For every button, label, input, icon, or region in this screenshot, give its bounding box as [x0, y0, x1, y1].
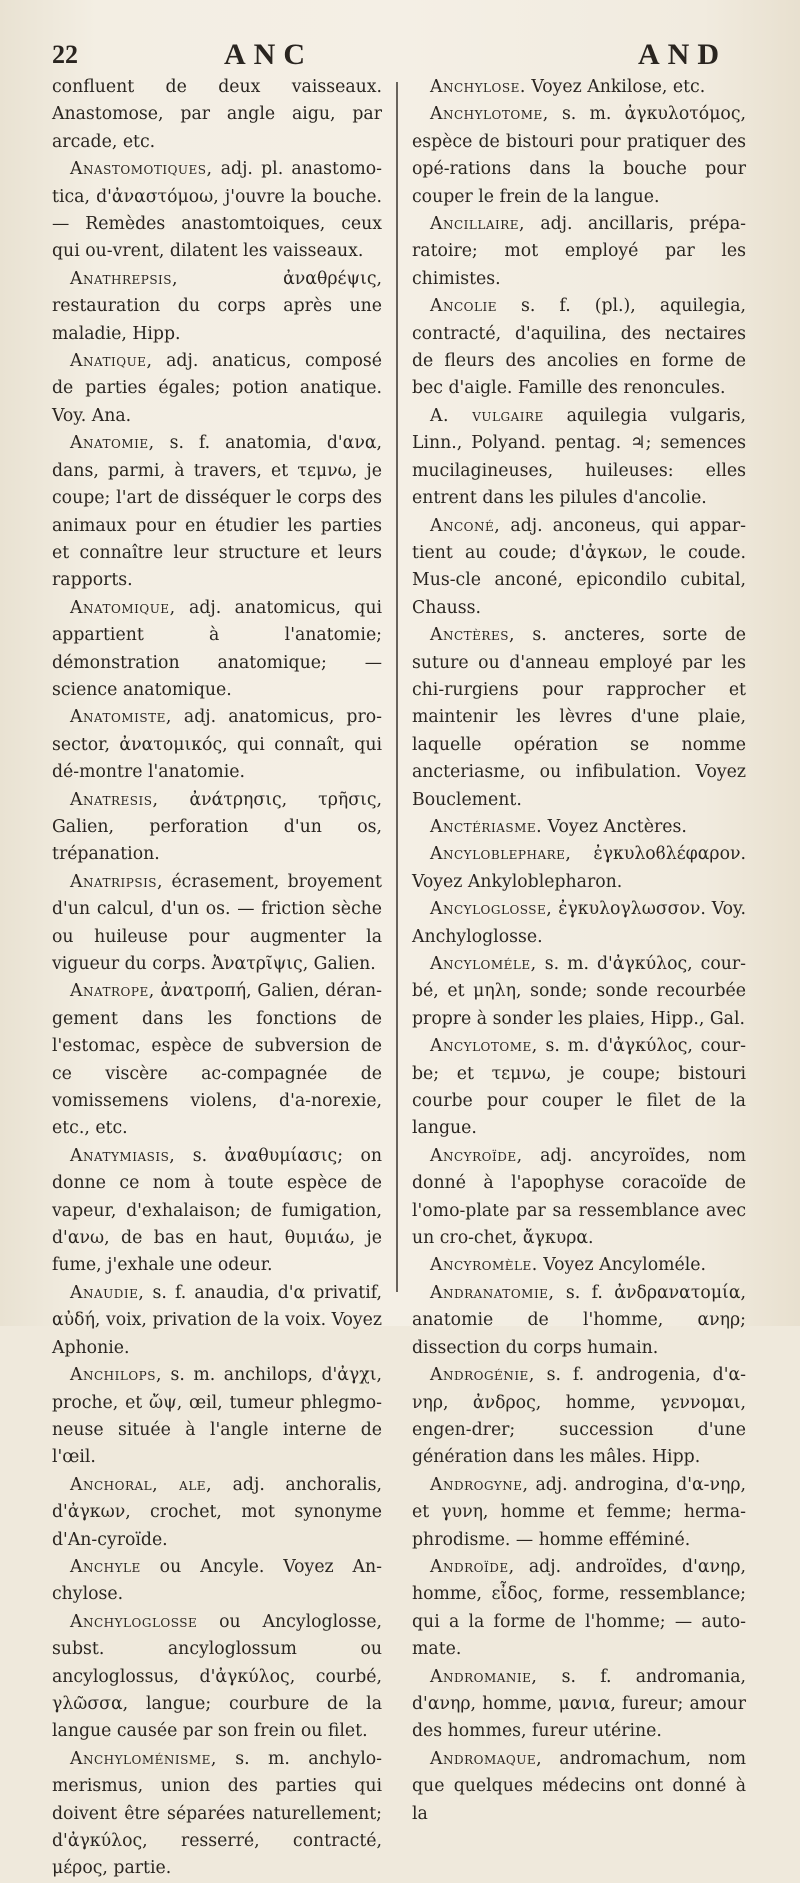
dictionary-entry: Androïde, adj. androïdes, d'ανηρ, homme, εἶδος, forme, ressemblance; qui a la forme de l'homme; — auto-mate. [412, 1556, 746, 1660]
dictionary-entry: Anastomotiques, adj. pl. anastomo-tica, d'ἀναστόμοω, j'ouvre la bouche. — Remèdes anastomtoiques, ceux qui ou-vrent, dilatent les vaisseaux. [52, 159, 382, 262]
page-number: 22 [52, 40, 78, 69]
column-divider [396, 82, 398, 1292]
dictionary-entry: Ancolie s. f. (pl.), aquilegia, contracté, d'aquilina, des nectaires de fleurs des ancolies en forme de bec d'aigle. Famille des renoncules. [412, 296, 746, 399]
page-header [52, 40, 740, 74]
dictionary-entry: Anchyloglosse ou Ancyloglosse, subst. ancyloglossum ou ancyloglossus, d'ἀγκύλος, courbé, γλῶσσα, langue; courbure de la langue causée par son frein ou filet. [52, 1611, 382, 1742]
dictionary-entry: Anaudie, s. f. anaudia, d'α privatif, αὐδή, voix, privation de la voix. Voyez Aphonie. [52, 1282, 382, 1358]
dictionary-entry: Ancillaire, adj. ancillaris, prépa-ratoire; mot employé par les chimistes. [412, 214, 746, 289]
dictionary-entry: confluent de deux vaisseaux. Anastomose, par angle aigu, par arcade, etc. [52, 77, 382, 152]
dictionary-entry: Anctères, s. ancteres, sorte de suture ou d'anneau employé par les chi-rurgiens pour rapprocher et maintenir les lèvres d'une plaie, laquelle opération se nomme ancteriasme, ou infibulation. Voyez Bouclement. [412, 625, 746, 810]
dictionary-entry: Anatomie, s. f. anatomia, d'ανα, dans, parmi, à travers, et τεμνω, je coupe; l'art de disséquer le corps des animaux pour en étudier les parties et connaître leur structure et leurs rapports. [52, 433, 382, 591]
dictionary-entry: Andranatomie, s. f. ἀνδρανατομία, anatomie de l'homme, ανηρ; dissection du corps humain. [412, 1282, 746, 1358]
dictionary-entry: Anatique, adj. anaticus, composé de parties égales; potion anatique. Voy. Ana. [52, 351, 382, 426]
dictionary-entry: Andromanie, s. f. andromania, d'ανηρ, homme, μανια, fureur; amour des hommes, fureur utérine. [412, 1666, 746, 1742]
dictionary-entry: Anathrepsis, ἀναθρέψις, restauration du corps après une maladie, Hipp. [52, 268, 382, 344]
dictionary-entry: Anchylotome, s. m. ἀγκυλοτόμος, espèce de bistouri pour pratiquer des opé-rations dans la bouche pour couper le frein de la langue. [412, 104, 746, 207]
dictionary-entry: Anatripsis, écrasement, broyement d'un calcul, d'un os. — friction sèche ou huileuse pour augmenter la vigueur du corps. Ἀνατρῖψις, Galien. [52, 871, 382, 974]
dictionary-entry: Anatymiasis, s. ἀναθυμίασις; on donne ce nom à toute espèce de vapeur, d'exhalaison; de fumigation, d'ανω, de bas en haut, θυμιάω, je fume, j'exhale une odeur. [52, 1145, 382, 1276]
dictionary-entry: Anchylose. Voyez Ankilose, etc. [430, 77, 706, 97]
dictionary-entry: Ancylotome, s. m. d'ἀγκύλος, cour-be; et τεμνω, je coupe; bistouri courbe pour couper le filet de la langue. [412, 1036, 746, 1139]
dictionary-entry: Anatresis, ἀνάτρησις, τρῆσις, Galien, perforation d'un os, trépanation. [52, 789, 382, 865]
dictionary-entry: Anatomique, adj. anatomicus, qui appartient à l'anatomie; démonstration anatomique; — science anatomique. [52, 597, 382, 700]
left-column [52, 74, 382, 1883]
dictionary-entry: Anconé, adj. anconeus, qui appar-tient au coude; d'ἀγκων, le coude. Mus-cle anconé, epicondilo cubital, Chauss. [412, 515, 746, 618]
dictionary-entry: Anchyloménisme, s. m. anchylo-merismus, union des parties qui doivent être séparées naturellement; d'ἀγκύλος, resserré, contracté, μέρος, partie. [52, 1748, 382, 1879]
dictionary-entry: Anatrope, ἀνατροπή, Galien, déran-gement dans les fonctions de l'estomac, espèce de subversion de ce viscère ac-compagnée de vomissemens violens, d'a-norexie, etc., etc. [52, 981, 382, 1139]
dictionary-entry: Anchyle ou Ancyle. Voyez An-chylose. [52, 1556, 382, 1605]
dictionary-entry: Ancyromèle. Voyez Ancyloméle. [430, 1255, 706, 1276]
right-column [412, 74, 746, 1828]
dictionary-entry: Androgyne, adj. androgina, d'α-νηρ, et γυνη, homme et femme; herma-phrodisme. — homme efféminé. [412, 1474, 746, 1550]
dictionary-entry: Anchilops, s. m. anchilops, d'ἀγχι, proche, et ὤψ, œil, tumeur phlegmo-neuse située à l'angle interne de l'œil. [52, 1365, 382, 1468]
dictionary-entry: Ancyroïde, adj. ancyroïdes, nom donné à l'apophyse coracoïde de l'omo-plate par sa ressemblance avec un cro-chet, ἄγκυρα. [412, 1145, 746, 1249]
header-right-word: AND [638, 38, 727, 71]
dictionary-entry: Ancyloblephare, ἐγκυλοϐλέφαρον. Voyez Ankyloblepharon. [412, 844, 746, 892]
dictionary-entry: Anatomiste, adj. anatomicus, pro-sector, ἀνατομικός, qui connaît, qui dé-montre l'anatomie. [52, 707, 382, 783]
dictionary-entry: Ancyloméle, s. m. d'ἀγκύλος, cour-bé, et μηλη, sonde; sonde recourbée propre à sonder les plaies, Hipp., Gal. [412, 954, 746, 1029]
dictionary-entry: Anctériasme. Voyez Anctères. [430, 816, 687, 837]
dictionary-entry: A. vulgaire aquilegia vulgaris, Linn., Polyand. pentag. ♃; semences mucilagineuses, huileuses: elles entrent dans les pilules d'ancolie. [412, 405, 746, 509]
dictionary-entry: Androgénie, s. f. androgenia, d'α-νηρ, ἀνδρος, homme, γεννομαι, engen-drer; succession d'une génération dans les mâles. Hipp. [412, 1365, 746, 1468]
dictionary-entry: Ancyloglosse, ἐγκυλογλωσσον. Voy. Anchyloglosse. [412, 899, 746, 947]
dictionary-entry: Andromaque, andromachum, nom que quelques médecins ont donné à la [412, 1748, 746, 1824]
dictionary-entry: Anchoral, ale, adj. anchoralis, d'ἀγκων, crochet, mot synonyme d'An-cyroïde. [52, 1474, 382, 1550]
header-left-word: ANC [224, 38, 313, 71]
